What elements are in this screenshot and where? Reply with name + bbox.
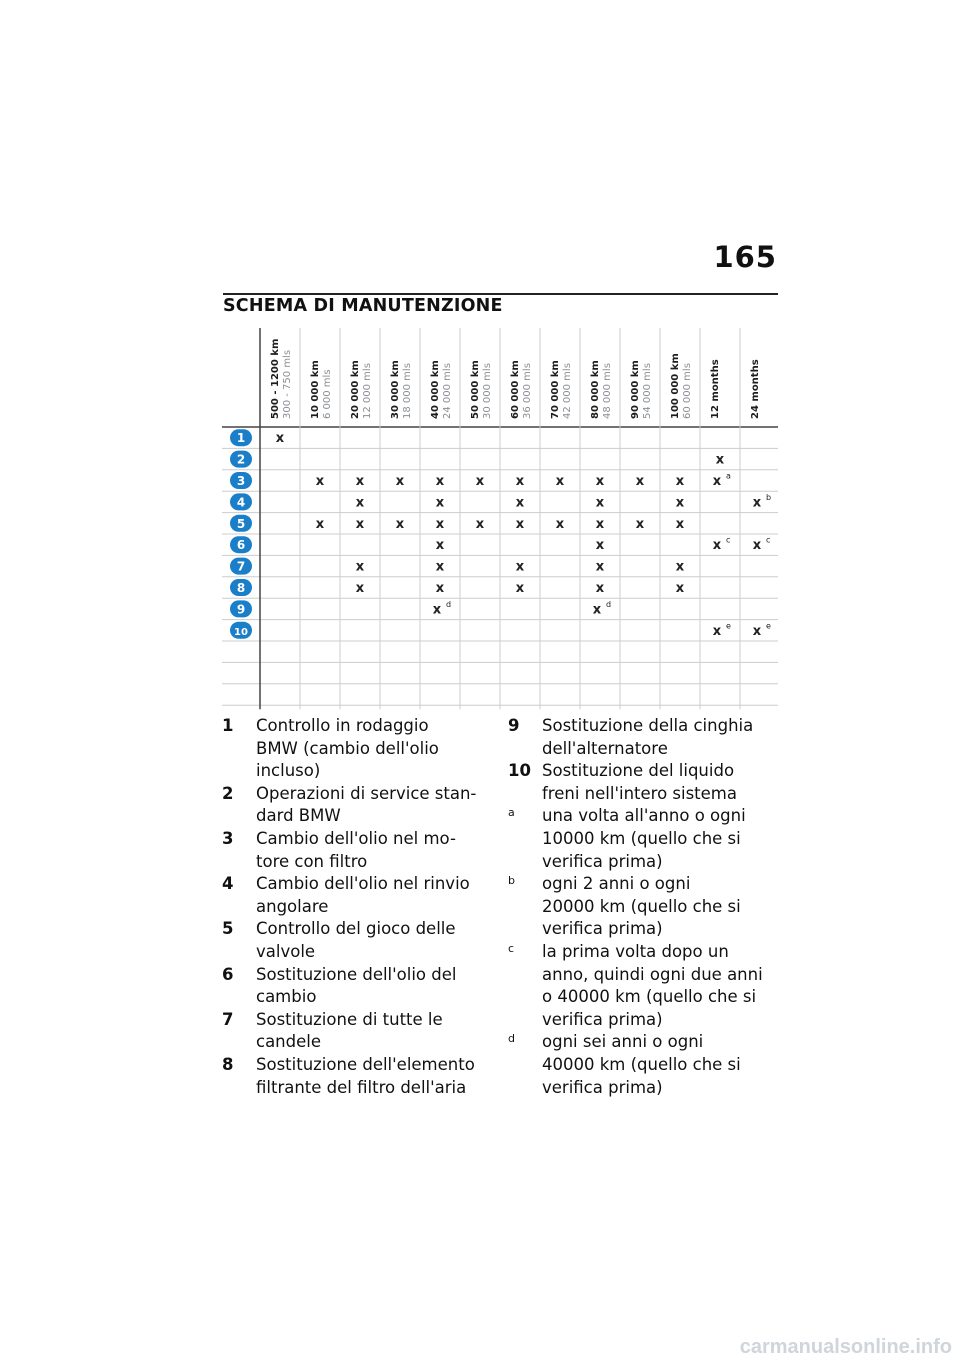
- legend-text: [256, 783, 492, 828]
- check-mark: x: [752, 495, 762, 511]
- legend-line: Operazioni di service stan-: [256, 783, 477, 803]
- check-mark: x: [475, 516, 485, 532]
- check-mark: x: [475, 474, 485, 489]
- legend-text: [256, 918, 492, 963]
- check-mark: x: [515, 559, 525, 575]
- check-mark: x: [355, 559, 365, 575]
- legend-key: 10: [508, 761, 531, 781]
- legend-line: candele: [256, 1032, 322, 1052]
- legend-item: [508, 1031, 778, 1099]
- footnote-marker: a: [726, 471, 731, 481]
- check-mark: x: [555, 516, 565, 532]
- check-mark: x: [435, 559, 445, 575]
- check-mark: x: [595, 559, 605, 575]
- legend-key: 8: [222, 1054, 234, 1074]
- column-header-primary: 90 000 km: [630, 360, 641, 419]
- legend-key: 1: [222, 716, 234, 735]
- footnote-marker: c: [726, 535, 731, 545]
- column-header-secondary: 6 000 mls: [322, 369, 333, 419]
- watermark: carmanualsonline.info: [739, 1336, 952, 1358]
- legend-line: filtrante del filtro dell'aria: [256, 1077, 467, 1097]
- legend-line: Sostituzione dell'elemento: [256, 1054, 475, 1074]
- check-mark: x: [595, 538, 605, 554]
- column-header-primary: 12 months: [710, 359, 721, 419]
- legend-item: [222, 715, 492, 783]
- footnote-marker: d: [446, 599, 452, 609]
- check-mark: x: [675, 581, 685, 596]
- legend-line: o 40000 km (quello che si: [542, 987, 757, 1007]
- column-header-primary: 100 000 km: [670, 353, 681, 419]
- column-header-secondary: 24 000 mls: [442, 363, 453, 419]
- legend-item: [222, 873, 492, 918]
- check-mark: x: [675, 474, 685, 489]
- footnote-marker: e: [726, 621, 731, 631]
- row-badge-number: 5: [236, 516, 246, 531]
- legend-key: a: [508, 806, 515, 820]
- legend-key: d: [508, 1032, 515, 1046]
- legend-text: [542, 1031, 778, 1099]
- legend-key: 9: [508, 716, 520, 735]
- legend-item: [508, 760, 778, 805]
- check-mark: x: [395, 516, 405, 532]
- legend-key: 6: [222, 964, 234, 984]
- column-header-primary: 40 000 km: [430, 360, 441, 419]
- legend-line: Cambio dell'olio nel mo-: [256, 828, 456, 848]
- notes-right: [508, 715, 778, 1099]
- legend-key: 2: [222, 783, 234, 803]
- legend-line: 40000 km (quello che si: [542, 1054, 741, 1074]
- check-mark: x: [315, 516, 325, 532]
- legend-line: incluso): [256, 761, 321, 781]
- check-mark: x: [675, 495, 685, 511]
- legend-line: 10000 km (quello che si: [542, 828, 741, 848]
- legend-item: [508, 873, 778, 941]
- column-header-secondary: 42 000 mls: [562, 363, 573, 419]
- row-badge-number: 9: [236, 602, 246, 617]
- check-mark: x: [315, 474, 325, 489]
- footnote-marker: e: [766, 621, 771, 631]
- column-header-secondary: 18 000 mls: [402, 363, 413, 419]
- legend-key: b: [508, 874, 515, 888]
- check-mark: x: [435, 495, 445, 511]
- column-header-secondary: 12 000 mls: [362, 363, 373, 419]
- check-mark: x: [635, 474, 645, 489]
- legend-key: 7: [222, 1009, 234, 1029]
- legend-line: Sostituzione dell'olio del: [256, 964, 457, 984]
- column-header-primary: 70 000 km: [550, 360, 561, 419]
- legend-line: ogni sei anni o ogni: [542, 1032, 704, 1052]
- legend-line: anno, quindi ogni due anni: [542, 964, 763, 984]
- row-badge-number: 7: [236, 559, 246, 574]
- legend-line: verifica prima): [542, 851, 663, 871]
- row-badge-number: 3: [236, 474, 246, 488]
- check-mark: x: [435, 538, 445, 554]
- legend-text: [542, 873, 778, 941]
- legend-line: valvole: [256, 941, 316, 961]
- legend-line: dard BMW: [256, 806, 341, 826]
- footnote-marker: b: [766, 492, 772, 502]
- legend-item: [222, 1054, 492, 1099]
- legend-key: 3: [222, 828, 234, 848]
- check-mark: x: [595, 474, 605, 489]
- notes-left: [222, 715, 492, 1099]
- row-badge-number: 2: [236, 452, 246, 467]
- legend-text: [256, 828, 492, 873]
- check-mark: x: [752, 623, 762, 639]
- column-header-primary: 10 000 km: [310, 360, 321, 419]
- legend-line: Sostituzione della cinghia: [542, 716, 754, 735]
- row-badge-number: 4: [236, 495, 246, 510]
- check-mark: x: [355, 474, 365, 489]
- check-mark: x: [515, 581, 525, 596]
- legend-text: [256, 1054, 492, 1099]
- legend-text: [542, 941, 778, 1031]
- legend-line: dell'alternatore: [542, 738, 668, 758]
- check-mark: x: [635, 516, 645, 532]
- column-header-primary: 500 - 1200 km: [270, 338, 281, 419]
- row-badge-number: 1: [236, 431, 246, 446]
- legend-item: [222, 783, 492, 828]
- row-badge-number: 6: [236, 538, 246, 553]
- column-header-primary: 30 000 km: [390, 360, 401, 419]
- column-header-primary: 20 000 km: [350, 360, 361, 419]
- legend-line: una volta all'anno o ogni: [542, 806, 746, 826]
- legend-line: BMW (cambio dell'olio: [256, 738, 439, 758]
- legend-line: 20000 km (quello che si: [542, 896, 741, 916]
- legend-line: verifica prima): [542, 1009, 663, 1029]
- check-mark: x: [592, 602, 602, 618]
- legend-text: [542, 760, 778, 805]
- check-mark: x: [712, 623, 722, 639]
- legend-key: c: [508, 941, 515, 955]
- check-mark: x: [515, 474, 525, 489]
- check-mark: x: [432, 602, 442, 618]
- legend-text: [542, 805, 778, 873]
- legend-line: cambio: [256, 987, 317, 1007]
- legend-line: Cambio dell'olio nel rinvio: [256, 874, 470, 894]
- legend-text: [256, 873, 492, 918]
- check-mark: x: [275, 431, 285, 447]
- check-mark: x: [355, 581, 365, 596]
- legend-line: Controllo in rodaggio: [256, 716, 429, 735]
- legend-line: verifica prima): [542, 1077, 663, 1097]
- legend-item: [222, 828, 492, 873]
- check-mark: x: [715, 452, 725, 468]
- row-badge-number: 8: [236, 581, 246, 595]
- column-header-secondary: 60 000 mls: [682, 363, 693, 419]
- check-mark: x: [595, 516, 605, 532]
- legend-line: Sostituzione di tutte le: [256, 1009, 443, 1029]
- legend-item: [222, 1009, 492, 1054]
- column-header-secondary: 54 000 mls: [642, 363, 653, 419]
- legend-item: [508, 805, 778, 873]
- column-header-primary: 60 000 km: [510, 360, 521, 419]
- legend-line: ogni 2 anni o ogni: [542, 874, 691, 894]
- legend-item: [222, 918, 492, 963]
- check-mark: x: [595, 495, 605, 511]
- legend-text: [256, 715, 492, 783]
- check-mark: x: [752, 538, 762, 554]
- legend-line: Sostituzione del liquido: [542, 761, 735, 781]
- legend-item: [508, 941, 778, 1031]
- legend-item: [222, 964, 492, 1009]
- check-mark: x: [395, 474, 405, 489]
- legend-text: [256, 964, 492, 1009]
- legend-key: 4: [222, 874, 234, 894]
- check-mark: x: [555, 474, 565, 489]
- check-mark: x: [712, 538, 722, 554]
- check-mark: x: [435, 581, 445, 596]
- footnote-marker: c: [766, 535, 771, 545]
- legend-line: verifica prima): [542, 919, 663, 939]
- footnote-marker: d: [606, 599, 612, 609]
- column-header-secondary: 300 - 750 mls: [282, 349, 293, 419]
- column-header-secondary: 36 000 mls: [522, 363, 533, 419]
- page-number: 165: [713, 240, 777, 274]
- check-mark: x: [435, 474, 445, 489]
- check-mark: x: [515, 495, 525, 511]
- legend-line: freni nell'intero sistema: [542, 783, 737, 803]
- section-title: SCHEMA DI MANUTENZIONE: [223, 296, 503, 316]
- check-mark: x: [355, 516, 365, 532]
- legend-key: 5: [222, 919, 234, 939]
- check-mark: x: [712, 474, 722, 489]
- check-mark: x: [675, 559, 685, 575]
- legend-item: [508, 715, 778, 760]
- check-mark: x: [515, 516, 525, 532]
- row-badge-number: 10: [234, 626, 248, 638]
- column-header-primary: 50 000 km: [470, 360, 481, 419]
- column-header-secondary: 30 000 mls: [482, 363, 493, 419]
- legend-line: angolare: [256, 896, 329, 916]
- check-mark: x: [355, 495, 365, 511]
- check-mark: x: [435, 516, 445, 532]
- legend-line: Controllo del gioco delle: [256, 919, 456, 939]
- column-header-secondary: 48 000 mls: [602, 363, 613, 419]
- legend-text: [256, 1009, 492, 1054]
- check-mark: x: [595, 581, 605, 596]
- column-header-primary: 80 000 km: [590, 360, 601, 419]
- check-mark: x: [675, 516, 685, 532]
- legend-line: la prima volta dopo un: [542, 941, 729, 961]
- column-header-primary: 24 months: [750, 359, 761, 419]
- legend-line: tore con filtro: [256, 851, 368, 871]
- legend-text: [542, 715, 778, 760]
